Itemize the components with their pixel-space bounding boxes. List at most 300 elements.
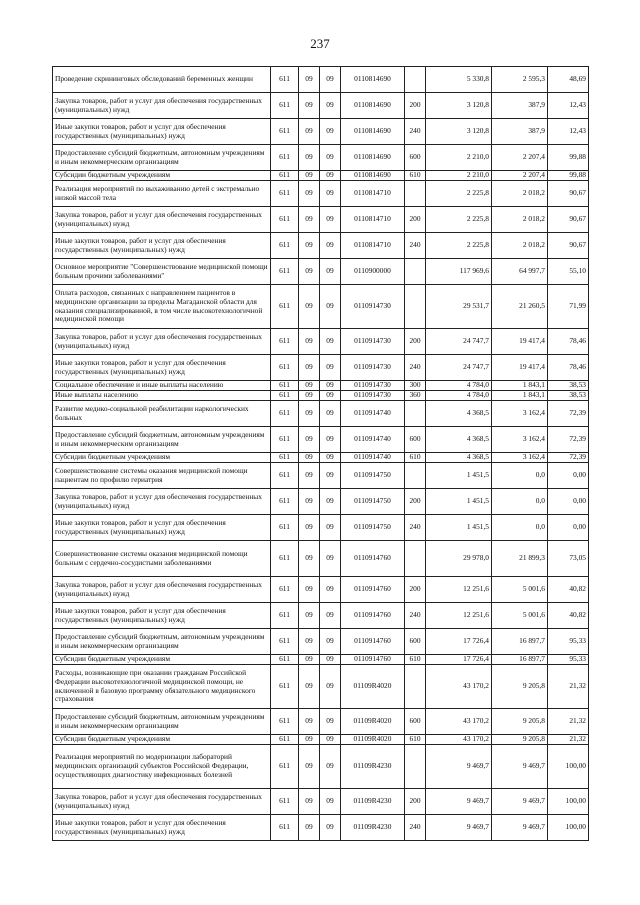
subsection-code-cell: 09 xyxy=(320,285,341,329)
target-article-cell: 0110914730 xyxy=(341,329,405,355)
target-article-cell: 0110914760 xyxy=(341,603,405,629)
table-row xyxy=(53,401,589,427)
plan-amount-cell: 12 251,6 xyxy=(426,577,492,603)
row-name-cell: Проведение скрининговых обследований беременных женщин xyxy=(53,67,271,93)
execution-percent-cell: 100,00 xyxy=(548,815,589,841)
expense-type-cell: 200 xyxy=(405,329,426,355)
section-code-cell: 09 xyxy=(299,745,320,789)
subsection-code-cell: 09 xyxy=(320,145,341,171)
row-name-cell: Закупка товаров, работ и услуг для обеспечения государственных (муниципальных) нужд xyxy=(53,789,271,815)
expense-type-cell xyxy=(405,541,426,577)
ved-code-cell: 611 xyxy=(271,145,299,171)
execution-percent-cell: 40,82 xyxy=(548,577,589,603)
row-name-cell: Развитие медико-социальной реабилитации наркологических больных xyxy=(53,401,271,427)
execution-percent-cell: 71,99 xyxy=(548,285,589,329)
execution-percent-cell: 100,00 xyxy=(548,745,589,789)
expense-type-cell: 610 xyxy=(405,171,426,181)
actual-amount-cell: 16 897,7 xyxy=(492,629,548,655)
actual-amount-cell: 0,0 xyxy=(492,515,548,541)
table-row xyxy=(53,171,589,181)
target-article-cell: 0110914730 xyxy=(341,391,405,401)
execution-percent-cell: 21,32 xyxy=(548,665,589,709)
expense-type-cell xyxy=(405,745,426,789)
target-article-cell: 01109R4230 xyxy=(341,745,405,789)
table-row xyxy=(53,709,589,735)
section-code-cell: 09 xyxy=(299,709,320,735)
expense-type-cell: 200 xyxy=(405,789,426,815)
target-article-cell: 0110814710 xyxy=(341,233,405,259)
plan-amount-cell: 2 210,0 xyxy=(426,145,492,171)
ved-code-cell: 611 xyxy=(271,427,299,453)
execution-percent-cell: 90,67 xyxy=(548,181,589,207)
section-code-cell: 09 xyxy=(299,453,320,463)
section-code-cell: 09 xyxy=(299,655,320,665)
actual-amount-cell: 2 207,4 xyxy=(492,145,548,171)
actual-amount-cell: 9 469,7 xyxy=(492,789,548,815)
table-row xyxy=(53,665,589,709)
plan-amount-cell: 3 120,8 xyxy=(426,93,492,119)
section-code-cell: 09 xyxy=(299,629,320,655)
row-name-cell: Закупка товаров, работ и услуг для обеспечения государственных (муниципальных) нужд xyxy=(53,329,271,355)
target-article-cell: 0110914740 xyxy=(341,453,405,463)
section-code-cell: 09 xyxy=(299,119,320,145)
execution-percent-cell: 38,53 xyxy=(548,391,589,401)
target-article-cell: 0110900000 xyxy=(341,259,405,285)
subsection-code-cell: 09 xyxy=(320,181,341,207)
section-code-cell: 09 xyxy=(299,171,320,181)
table-row xyxy=(53,515,589,541)
subsection-code-cell: 09 xyxy=(320,207,341,233)
target-article-cell: 01109R4230 xyxy=(341,789,405,815)
execution-percent-cell: 72,39 xyxy=(548,427,589,453)
table-row xyxy=(53,391,589,401)
table-row xyxy=(53,603,589,629)
section-code-cell: 09 xyxy=(299,93,320,119)
section-code-cell: 09 xyxy=(299,381,320,391)
subsection-code-cell: 09 xyxy=(320,745,341,789)
execution-percent-cell: 72,39 xyxy=(548,453,589,463)
target-article-cell: 0110914730 xyxy=(341,355,405,381)
execution-percent-cell: 73,05 xyxy=(548,541,589,577)
actual-amount-cell: 2 207,4 xyxy=(492,171,548,181)
actual-amount-cell: 9 205,8 xyxy=(492,735,548,745)
plan-amount-cell: 4 784,0 xyxy=(426,381,492,391)
expense-type-cell xyxy=(405,181,426,207)
expense-type-cell: 610 xyxy=(405,735,426,745)
actual-amount-cell: 387,9 xyxy=(492,93,548,119)
execution-percent-cell: 90,67 xyxy=(548,207,589,233)
section-code-cell: 09 xyxy=(299,67,320,93)
table-row xyxy=(53,427,589,453)
ved-code-cell: 611 xyxy=(271,207,299,233)
expense-type-cell xyxy=(405,259,426,285)
target-article-cell: 0110914740 xyxy=(341,401,405,427)
plan-amount-cell: 43 170,2 xyxy=(426,709,492,735)
expense-type-cell: 200 xyxy=(405,577,426,603)
plan-amount-cell: 12 251,6 xyxy=(426,603,492,629)
execution-percent-cell: 78,46 xyxy=(548,355,589,381)
actual-amount-cell: 9 205,8 xyxy=(492,709,548,735)
ved-code-cell: 611 xyxy=(271,453,299,463)
actual-amount-cell: 2 595,3 xyxy=(492,67,548,93)
target-article-cell: 01109R4020 xyxy=(341,665,405,709)
expense-type-cell: 240 xyxy=(405,355,426,381)
execution-percent-cell: 99,88 xyxy=(548,171,589,181)
row-name-cell: Социальное обеспечение и иные выплаты населению xyxy=(53,381,271,391)
execution-percent-cell: 99,88 xyxy=(548,145,589,171)
table-row xyxy=(53,119,589,145)
execution-percent-cell: 95,33 xyxy=(548,629,589,655)
target-article-cell: 0110914760 xyxy=(341,629,405,655)
expense-type-cell xyxy=(405,401,426,427)
expense-type-cell: 360 xyxy=(405,391,426,401)
plan-amount-cell: 43 170,2 xyxy=(426,665,492,709)
expense-type-cell: 600 xyxy=(405,629,426,655)
target-article-cell: 0110914760 xyxy=(341,577,405,603)
target-article-cell: 0110814710 xyxy=(341,207,405,233)
subsection-code-cell: 09 xyxy=(320,629,341,655)
ved-code-cell: 611 xyxy=(271,789,299,815)
target-article-cell: 0110914750 xyxy=(341,489,405,515)
table-row xyxy=(53,145,589,171)
execution-percent-cell: 0,00 xyxy=(548,463,589,489)
section-code-cell: 09 xyxy=(299,815,320,841)
section-code-cell: 09 xyxy=(299,285,320,329)
row-name-cell: Иные закупки товаров, работ и услуг для обеспечения государственных (муниципальных) нужд xyxy=(53,603,271,629)
execution-percent-cell: 12,43 xyxy=(548,119,589,145)
row-name-cell: Совершенствование системы оказания медицинской помощи пациентам по профилю гериатрия xyxy=(53,463,271,489)
plan-amount-cell: 2 225,8 xyxy=(426,233,492,259)
target-article-cell: 01109R4020 xyxy=(341,709,405,735)
table-row xyxy=(53,93,589,119)
plan-amount-cell: 17 726,4 xyxy=(426,629,492,655)
expense-type-cell: 200 xyxy=(405,93,426,119)
table-row xyxy=(53,541,589,577)
row-name-cell: Иные закупки товаров, работ и услуг для обеспечения государственных (муниципальных) нужд xyxy=(53,815,271,841)
section-code-cell: 09 xyxy=(299,463,320,489)
section-code-cell: 09 xyxy=(299,233,320,259)
section-code-cell: 09 xyxy=(299,181,320,207)
table-row xyxy=(53,577,589,603)
row-name-cell: Реализация мероприятий по модернизации лабораторий медицинских организаций субъектов Российской Федерации, осуществляющих диагностику инфекционных болезней xyxy=(53,745,271,789)
subsection-code-cell: 09 xyxy=(320,541,341,577)
expense-type-cell: 600 xyxy=(405,427,426,453)
target-article-cell: 0110814710 xyxy=(341,181,405,207)
budget-table xyxy=(52,66,589,841)
section-code-cell: 09 xyxy=(299,355,320,381)
expense-type-cell: 240 xyxy=(405,515,426,541)
target-article-cell: 0110814690 xyxy=(341,145,405,171)
plan-amount-cell: 1 451,5 xyxy=(426,515,492,541)
row-name-cell: Предоставление субсидий бюджетным, автономным учреждениям и иным некоммерческим организациям xyxy=(53,427,271,453)
target-article-cell: 0110914730 xyxy=(341,285,405,329)
subsection-code-cell: 09 xyxy=(320,515,341,541)
target-article-cell: 0110914760 xyxy=(341,541,405,577)
execution-percent-cell: 78,46 xyxy=(548,329,589,355)
row-name-cell: Закупка товаров, работ и услуг для обеспечения государственных (муниципальных) нужд xyxy=(53,489,271,515)
actual-amount-cell: 1 843,1 xyxy=(492,391,548,401)
subsection-code-cell: 09 xyxy=(320,259,341,285)
row-name-cell: Предоставление субсидий бюджетным, автономным учреждениям и иным некоммерческим организациям xyxy=(53,629,271,655)
expense-type-cell: 240 xyxy=(405,233,426,259)
ved-code-cell: 611 xyxy=(271,381,299,391)
subsection-code-cell: 09 xyxy=(320,233,341,259)
expense-type-cell: 200 xyxy=(405,207,426,233)
expense-type-cell: 610 xyxy=(405,655,426,665)
ved-code-cell: 611 xyxy=(271,329,299,355)
actual-amount-cell: 9 469,7 xyxy=(492,815,548,841)
expense-type-cell: 240 xyxy=(405,815,426,841)
ved-code-cell: 611 xyxy=(271,735,299,745)
ved-code-cell: 611 xyxy=(271,541,299,577)
section-code-cell: 09 xyxy=(299,145,320,171)
plan-amount-cell: 17 726,4 xyxy=(426,655,492,665)
target-article-cell: 01109R4020 xyxy=(341,735,405,745)
table-row xyxy=(53,329,589,355)
table-row xyxy=(53,355,589,381)
ved-code-cell: 611 xyxy=(271,259,299,285)
execution-percent-cell: 21,32 xyxy=(548,709,589,735)
expense-type-cell: 240 xyxy=(405,603,426,629)
plan-amount-cell: 4 784,0 xyxy=(426,391,492,401)
subsection-code-cell: 09 xyxy=(320,381,341,391)
expense-type-cell: 600 xyxy=(405,145,426,171)
ved-code-cell: 611 xyxy=(271,119,299,145)
subsection-code-cell: 09 xyxy=(320,489,341,515)
actual-amount-cell: 3 162,4 xyxy=(492,453,548,463)
subsection-code-cell: 09 xyxy=(320,427,341,453)
ved-code-cell: 611 xyxy=(271,93,299,119)
plan-amount-cell: 29 531,7 xyxy=(426,285,492,329)
ved-code-cell: 611 xyxy=(271,391,299,401)
table-row xyxy=(53,735,589,745)
subsection-code-cell: 09 xyxy=(320,735,341,745)
expense-type-cell xyxy=(405,463,426,489)
execution-percent-cell: 72,39 xyxy=(548,401,589,427)
ved-code-cell: 611 xyxy=(271,67,299,93)
subsection-code-cell: 09 xyxy=(320,709,341,735)
ved-code-cell: 611 xyxy=(271,401,299,427)
plan-amount-cell: 4 368,5 xyxy=(426,453,492,463)
table-row xyxy=(53,489,589,515)
subsection-code-cell: 09 xyxy=(320,577,341,603)
plan-amount-cell: 117 969,6 xyxy=(426,259,492,285)
subsection-code-cell: 09 xyxy=(320,401,341,427)
plan-amount-cell: 2 225,8 xyxy=(426,207,492,233)
actual-amount-cell: 387,9 xyxy=(492,119,548,145)
execution-percent-cell: 100,00 xyxy=(548,789,589,815)
actual-amount-cell: 21 260,5 xyxy=(492,285,548,329)
subsection-code-cell: 09 xyxy=(320,171,341,181)
subsection-code-cell: 09 xyxy=(320,655,341,665)
target-article-cell: 01109R4230 xyxy=(341,815,405,841)
target-article-cell: 0110914750 xyxy=(341,463,405,489)
section-code-cell: 09 xyxy=(299,391,320,401)
actual-amount-cell: 9 205,8 xyxy=(492,665,548,709)
target-article-cell: 0110814690 xyxy=(341,93,405,119)
plan-amount-cell: 4 368,5 xyxy=(426,401,492,427)
section-code-cell: 09 xyxy=(299,789,320,815)
target-article-cell: 0110914760 xyxy=(341,655,405,665)
row-name-cell: Предоставление субсидий бюджетным, автономным учреждениям и иным некоммерческим организациям xyxy=(53,709,271,735)
row-name-cell: Иные закупки товаров, работ и услуг для обеспечения государственных (муниципальных) нужд xyxy=(53,515,271,541)
section-code-cell: 09 xyxy=(299,577,320,603)
table-body xyxy=(53,67,589,841)
plan-amount-cell: 1 451,5 xyxy=(426,463,492,489)
table-row xyxy=(53,453,589,463)
row-name-cell: Иные закупки товаров, работ и услуг для обеспечения государственных (муниципальных) нужд xyxy=(53,355,271,381)
subsection-code-cell: 09 xyxy=(320,789,341,815)
subsection-code-cell: 09 xyxy=(320,463,341,489)
actual-amount-cell: 19 417,4 xyxy=(492,355,548,381)
execution-percent-cell: 12,43 xyxy=(548,93,589,119)
actual-amount-cell: 2 018,2 xyxy=(492,207,548,233)
plan-amount-cell: 9 469,7 xyxy=(426,789,492,815)
ved-code-cell: 611 xyxy=(271,355,299,381)
ved-code-cell: 611 xyxy=(271,233,299,259)
ved-code-cell: 611 xyxy=(271,745,299,789)
subsection-code-cell: 09 xyxy=(320,67,341,93)
target-article-cell: 0110814690 xyxy=(341,67,405,93)
subsection-code-cell: 09 xyxy=(320,603,341,629)
table-row xyxy=(53,463,589,489)
section-code-cell: 09 xyxy=(299,207,320,233)
actual-amount-cell: 0,0 xyxy=(492,489,548,515)
actual-amount-cell: 3 162,4 xyxy=(492,401,548,427)
ved-code-cell: 611 xyxy=(271,709,299,735)
expense-type-cell xyxy=(405,67,426,93)
plan-amount-cell: 2 225,8 xyxy=(426,181,492,207)
expense-type-cell xyxy=(405,285,426,329)
expense-type-cell: 200 xyxy=(405,489,426,515)
ved-code-cell: 611 xyxy=(271,665,299,709)
expense-type-cell xyxy=(405,665,426,709)
subsection-code-cell: 09 xyxy=(320,329,341,355)
actual-amount-cell: 0,0 xyxy=(492,463,548,489)
row-name-cell: Предоставление субсидий бюджетным, автономным учреждениям и иным некоммерческим организациям xyxy=(53,145,271,171)
ved-code-cell: 611 xyxy=(271,489,299,515)
actual-amount-cell: 5 001,6 xyxy=(492,577,548,603)
row-name-cell: Реализация мероприятий по выхаживанию детей с экстремально низкой массой тела xyxy=(53,181,271,207)
subsection-code-cell: 09 xyxy=(320,453,341,463)
row-name-cell: Закупка товаров, работ и услуг для обеспечения государственных (муниципальных) нужд xyxy=(53,93,271,119)
actual-amount-cell: 9 469,7 xyxy=(492,745,548,789)
table-row xyxy=(53,285,589,329)
ved-code-cell: 611 xyxy=(271,577,299,603)
page-number: 237 xyxy=(310,36,330,51)
ved-code-cell: 611 xyxy=(271,171,299,181)
expense-type-cell: 300 xyxy=(405,381,426,391)
row-name-cell: Иные выплаты населению xyxy=(53,391,271,401)
row-name-cell: Совершенствование системы оказания медицинской помощи больным с сердечно-сосудистыми заболеваниями xyxy=(53,541,271,577)
row-name-cell: Субсидии бюджетным учреждениям xyxy=(53,453,271,463)
table-row xyxy=(53,233,589,259)
section-code-cell: 09 xyxy=(299,329,320,355)
table-row xyxy=(53,745,589,789)
execution-percent-cell: 90,67 xyxy=(548,233,589,259)
table-row xyxy=(53,629,589,655)
actual-amount-cell: 16 897,7 xyxy=(492,655,548,665)
execution-percent-cell: 0,00 xyxy=(548,489,589,515)
execution-percent-cell: 0,00 xyxy=(548,515,589,541)
target-article-cell: 0110814690 xyxy=(341,171,405,181)
target-article-cell: 0110914730 xyxy=(341,381,405,391)
plan-amount-cell: 1 451,5 xyxy=(426,489,492,515)
expense-type-cell: 600 xyxy=(405,709,426,735)
row-name-cell: Субсидии бюджетным учреждениям xyxy=(53,655,271,665)
table-row xyxy=(53,789,589,815)
expense-type-cell: 610 xyxy=(405,453,426,463)
ved-code-cell: 611 xyxy=(271,629,299,655)
section-code-cell: 09 xyxy=(299,259,320,285)
table-row xyxy=(53,207,589,233)
plan-amount-cell: 4 368,5 xyxy=(426,427,492,453)
expense-type-cell: 240 xyxy=(405,119,426,145)
subsection-code-cell: 09 xyxy=(320,355,341,381)
target-article-cell: 0110814690 xyxy=(341,119,405,145)
ved-code-cell: 611 xyxy=(271,515,299,541)
row-name-cell: Закупка товаров, работ и услуг для обеспечения государственных (муниципальных) нужд xyxy=(53,577,271,603)
ved-code-cell: 611 xyxy=(271,181,299,207)
subsection-code-cell: 09 xyxy=(320,391,341,401)
execution-percent-cell: 21,32 xyxy=(548,735,589,745)
row-name-cell: Иные закупки товаров, работ и услуг для обеспечения государственных (муниципальных) нужд xyxy=(53,233,271,259)
subsection-code-cell: 09 xyxy=(320,815,341,841)
target-article-cell: 0110914740 xyxy=(341,427,405,453)
section-code-cell: 09 xyxy=(299,515,320,541)
actual-amount-cell: 5 001,6 xyxy=(492,603,548,629)
execution-percent-cell: 40,82 xyxy=(548,603,589,629)
ved-code-cell: 611 xyxy=(271,463,299,489)
section-code-cell: 09 xyxy=(299,401,320,427)
plan-amount-cell: 24 747,7 xyxy=(426,355,492,381)
table-row xyxy=(53,181,589,207)
section-code-cell: 09 xyxy=(299,489,320,515)
row-name-cell: Иные закупки товаров, работ и услуг для обеспечения государственных (муниципальных) нужд xyxy=(53,119,271,145)
section-code-cell: 09 xyxy=(299,665,320,709)
plan-amount-cell: 9 469,7 xyxy=(426,815,492,841)
table-row xyxy=(53,67,589,93)
table-row xyxy=(53,381,589,391)
subsection-code-cell: 09 xyxy=(320,119,341,145)
subsection-code-cell: 09 xyxy=(320,665,341,709)
row-name-cell: Субсидии бюджетным учреждениям xyxy=(53,735,271,745)
plan-amount-cell: 24 747,7 xyxy=(426,329,492,355)
plan-amount-cell: 5 330,8 xyxy=(426,67,492,93)
section-code-cell: 09 xyxy=(299,735,320,745)
ved-code-cell: 611 xyxy=(271,815,299,841)
actual-amount-cell: 19 417,4 xyxy=(492,329,548,355)
plan-amount-cell: 3 120,8 xyxy=(426,119,492,145)
row-name-cell: Основное мероприятие "Совершенствование медицинской помощи больным прочими заболеваниями" xyxy=(53,259,271,285)
plan-amount-cell: 29 978,0 xyxy=(426,541,492,577)
actual-amount-cell: 64 997,7 xyxy=(492,259,548,285)
execution-percent-cell: 38,53 xyxy=(548,381,589,391)
plan-amount-cell: 9 469,7 xyxy=(426,745,492,789)
section-code-cell: 09 xyxy=(299,603,320,629)
actual-amount-cell: 21 899,3 xyxy=(492,541,548,577)
ved-code-cell: 611 xyxy=(271,603,299,629)
plan-amount-cell: 43 170,2 xyxy=(426,735,492,745)
section-code-cell: 09 xyxy=(299,541,320,577)
row-name-cell: Закупка товаров, работ и услуг для обеспечения государственных (муниципальных) нужд xyxy=(53,207,271,233)
execution-percent-cell: 55,10 xyxy=(548,259,589,285)
table-row xyxy=(53,655,589,665)
row-name-cell: Расходы, возникающие при оказании гражданам Российской Федерации высокотехнологичной медицинской помощи, не включенной в базовую программу обязательного медицинского страхования xyxy=(53,665,271,709)
target-article-cell: 0110914750 xyxy=(341,515,405,541)
execution-percent-cell: 95,33 xyxy=(548,655,589,665)
actual-amount-cell: 2 018,2 xyxy=(492,233,548,259)
